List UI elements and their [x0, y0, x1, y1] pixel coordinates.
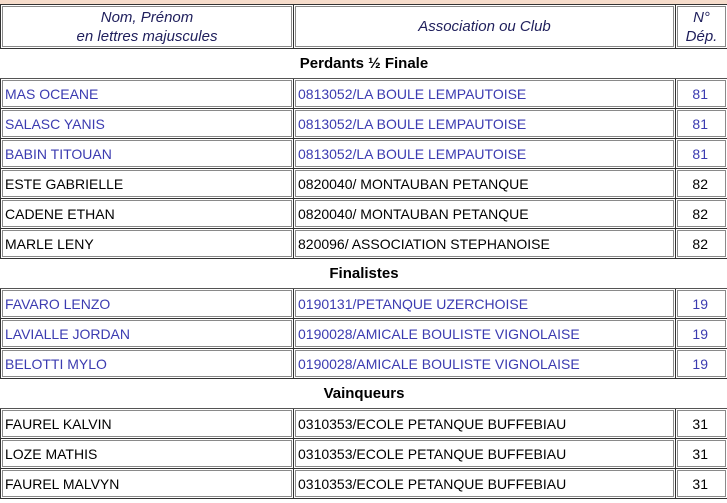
player-name: SALASC YANIS [1, 109, 294, 139]
header-name [1, 5, 294, 49]
player-name: BELOTTI MYLO [1, 349, 294, 379]
department-number: 81 [676, 79, 727, 109]
results-body [1, 5, 727, 499]
department-number: 19 [676, 319, 727, 349]
club-name: 0310353/ECOLE PETANQUE BUFFEBIAU [294, 439, 676, 469]
department-number: 82 [676, 169, 727, 199]
section-title: Perdants ½ Finale [1, 49, 727, 79]
table-row [1, 199, 727, 229]
player-name: ESTE GABRIELLE [1, 169, 294, 199]
header-name-line1: Nom, Prénom [100, 8, 194, 26]
department-number: 19 [676, 289, 727, 319]
player-name: CADENE ETHAN [1, 199, 294, 229]
table-row [1, 139, 727, 169]
header-row [1, 5, 727, 49]
table-row [1, 349, 727, 379]
club-name: 0813052/LA BOULE LEMPAUTOISE [294, 139, 676, 169]
player-name: FAUREL MALVYN [1, 469, 294, 499]
section-title: Vainqueurs [1, 379, 727, 409]
header-dep-line1: N° [693, 8, 710, 26]
table-row [1, 319, 727, 349]
table-row [1, 289, 727, 319]
department-number: 82 [676, 199, 727, 229]
player-name: LOZE MATHIS [1, 439, 294, 469]
department-number: 81 [676, 139, 727, 169]
club-name: 0813052/LA BOULE LEMPAUTOISE [294, 79, 676, 109]
table-row [1, 229, 727, 259]
club-name: 0820040/ MONTAUBAN PETANQUE [294, 169, 676, 199]
section-title: Finalistes [1, 259, 727, 289]
department-number: 19 [676, 349, 727, 379]
department-number: 82 [676, 229, 727, 259]
table-row [1, 169, 727, 199]
section-header [1, 259, 727, 289]
table-row [1, 439, 727, 469]
player-name: MAS OCEANE [1, 79, 294, 109]
table-row [1, 469, 727, 499]
department-number: 31 [676, 439, 727, 469]
player-name: MARLE LENY [1, 229, 294, 259]
player-name: FAUREL KALVIN [1, 409, 294, 439]
table-row [1, 79, 727, 109]
department-number: 81 [676, 109, 727, 139]
header-dep-line2: Dép. [685, 27, 718, 45]
header-name-line2: en lettres majuscules [76, 27, 218, 45]
club-name: 0190131/PETANQUE UZERCHOISE [294, 289, 676, 319]
club-name: 820096/ ASSOCIATION STEPHANOISE [294, 229, 676, 259]
player-name: LAVIALLE JORDAN [1, 319, 294, 349]
club-name: 0310353/ECOLE PETANQUE BUFFEBIAU [294, 469, 676, 499]
club-name: 0190028/AMICALE BOULISTE VIGNOLAISE [294, 319, 676, 349]
section-header [1, 49, 727, 79]
results-table [0, 4, 727, 499]
table-row [1, 109, 727, 139]
club-name: 0310353/ECOLE PETANQUE BUFFEBIAU [294, 409, 676, 439]
club-name: 0813052/LA BOULE LEMPAUTOISE [294, 109, 676, 139]
header-club: Association ou Club [294, 5, 676, 49]
department-number: 31 [676, 469, 727, 499]
player-name: FAVARO LENZO [1, 289, 294, 319]
header-dep [676, 5, 727, 49]
table-row [1, 409, 727, 439]
player-name: BABIN TITOUAN [1, 139, 294, 169]
section-header [1, 379, 727, 409]
club-name: 0820040/ MONTAUBAN PETANQUE [294, 199, 676, 229]
department-number: 31 [676, 409, 727, 439]
club-name: 0190028/AMICALE BOULISTE VIGNOLAISE [294, 349, 676, 379]
